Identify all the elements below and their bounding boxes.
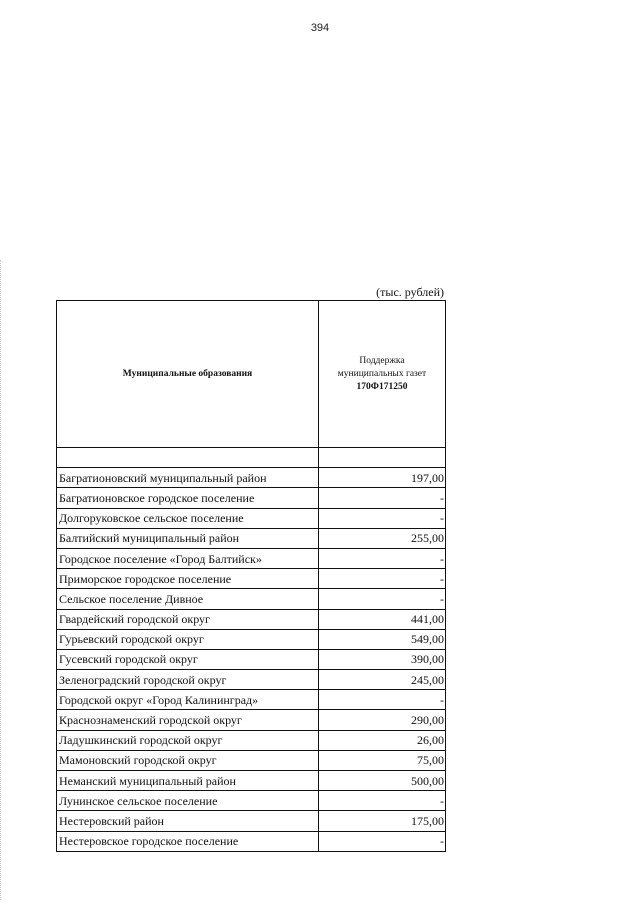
header-newspaper-support (319, 301, 446, 448)
table-row (57, 548, 446, 568)
municipality-name-cell: Нестеровское городское поселение (57, 831, 319, 851)
municipality-name-cell: Гвардейский городской округ (57, 609, 319, 629)
header-value-line1: Поддержка (359, 355, 405, 366)
table-row (57, 649, 446, 669)
table-row (57, 670, 446, 690)
newspaper-support-value-cell: 245,00 (319, 670, 446, 690)
header-municipalities-label: Муниципальные образования (122, 369, 253, 379)
municipality-name-cell: Нестеровский район (57, 811, 319, 831)
newspaper-support-value-cell: 197,00 (319, 468, 446, 488)
newspaper-support-value-cell: - (319, 831, 446, 851)
newspaper-support-value-cell: 255,00 (319, 528, 446, 548)
newspaper-support-value-cell: 390,00 (319, 649, 446, 669)
municipality-name-cell: Гусевский городской округ (57, 649, 319, 669)
municipality-name-cell: Долгоруковское сельское поселение (57, 508, 319, 528)
table-row (57, 569, 446, 589)
table-row (57, 710, 446, 730)
table-row (57, 730, 446, 750)
table-row (57, 508, 446, 528)
table-row (57, 528, 446, 548)
table-row (57, 609, 446, 629)
table-row (57, 629, 446, 649)
newspaper-support-value-cell: - (319, 690, 446, 710)
scan-edge-marks (0, 260, 3, 900)
municipality-name-cell: Багратионовский муниципальный район (57, 468, 319, 488)
header-municipalities (57, 301, 319, 448)
newspaper-support-value-cell: 500,00 (319, 771, 446, 791)
newspaper-support-value-cell: - (319, 791, 446, 811)
table-row (57, 750, 446, 770)
table-row (57, 488, 446, 508)
header-value-line2: муниципальных газет (337, 368, 427, 379)
table-row (57, 468, 446, 488)
table-row (57, 589, 446, 609)
newspaper-support-value-cell: 175,00 (319, 811, 446, 831)
table-header-row (57, 301, 446, 448)
newspaper-support-value-cell: - (319, 548, 446, 568)
header-value-code: 170Ф171250 (356, 381, 408, 392)
newspaper-support-value-cell: 549,00 (319, 629, 446, 649)
table-row (57, 811, 446, 831)
municipality-name-cell: Ладушкинский городской округ (57, 730, 319, 750)
municipality-name-cell: Балтийский муниципальный район (57, 528, 319, 548)
municipality-name-cell: Мамоновский городской округ (57, 750, 319, 770)
newspaper-support-value-cell: 441,00 (319, 609, 446, 629)
table-row (57, 791, 446, 811)
municipality-name-cell: Лунинское сельское поселение (57, 791, 319, 811)
table-body (57, 448, 446, 852)
municipality-name-cell: Багратионовское городское поселение (57, 488, 319, 508)
header-gap-row (57, 448, 446, 468)
newspaper-support-value-cell: - (319, 508, 446, 528)
municipality-name-cell: Гурьевский городской округ (57, 629, 319, 649)
municipality-name-cell: Приморское городское поселение (57, 569, 319, 589)
page-number: 394 (310, 22, 330, 34)
newspaper-support-value-cell: - (319, 569, 446, 589)
units-label: (тыс. рублей) (376, 285, 444, 299)
newspaper-support-value-cell: 26,00 (319, 730, 446, 750)
newspaper-support-value-cell: - (319, 589, 446, 609)
municipality-name-cell: Городской округ «Город Калининград» (57, 690, 319, 710)
newspaper-support-value-cell: - (319, 488, 446, 508)
newspaper-support-value-cell: 75,00 (319, 750, 446, 770)
table-row (57, 831, 446, 851)
newspaper-support-value-cell: 290,00 (319, 710, 446, 730)
table-row (57, 690, 446, 710)
table-row (57, 771, 446, 791)
municipality-name-cell: Зеленоградский городской округ (57, 670, 319, 690)
municipality-name-cell: Городское поселение «Город Балтийск» (57, 548, 319, 568)
municipality-name-cell: Краснознаменский городской округ (57, 710, 319, 730)
municipality-name-cell: Неманский муниципальный район (57, 771, 319, 791)
municipality-name-cell: Сельское поселение Дивное (57, 589, 319, 609)
budget-table (56, 300, 446, 852)
